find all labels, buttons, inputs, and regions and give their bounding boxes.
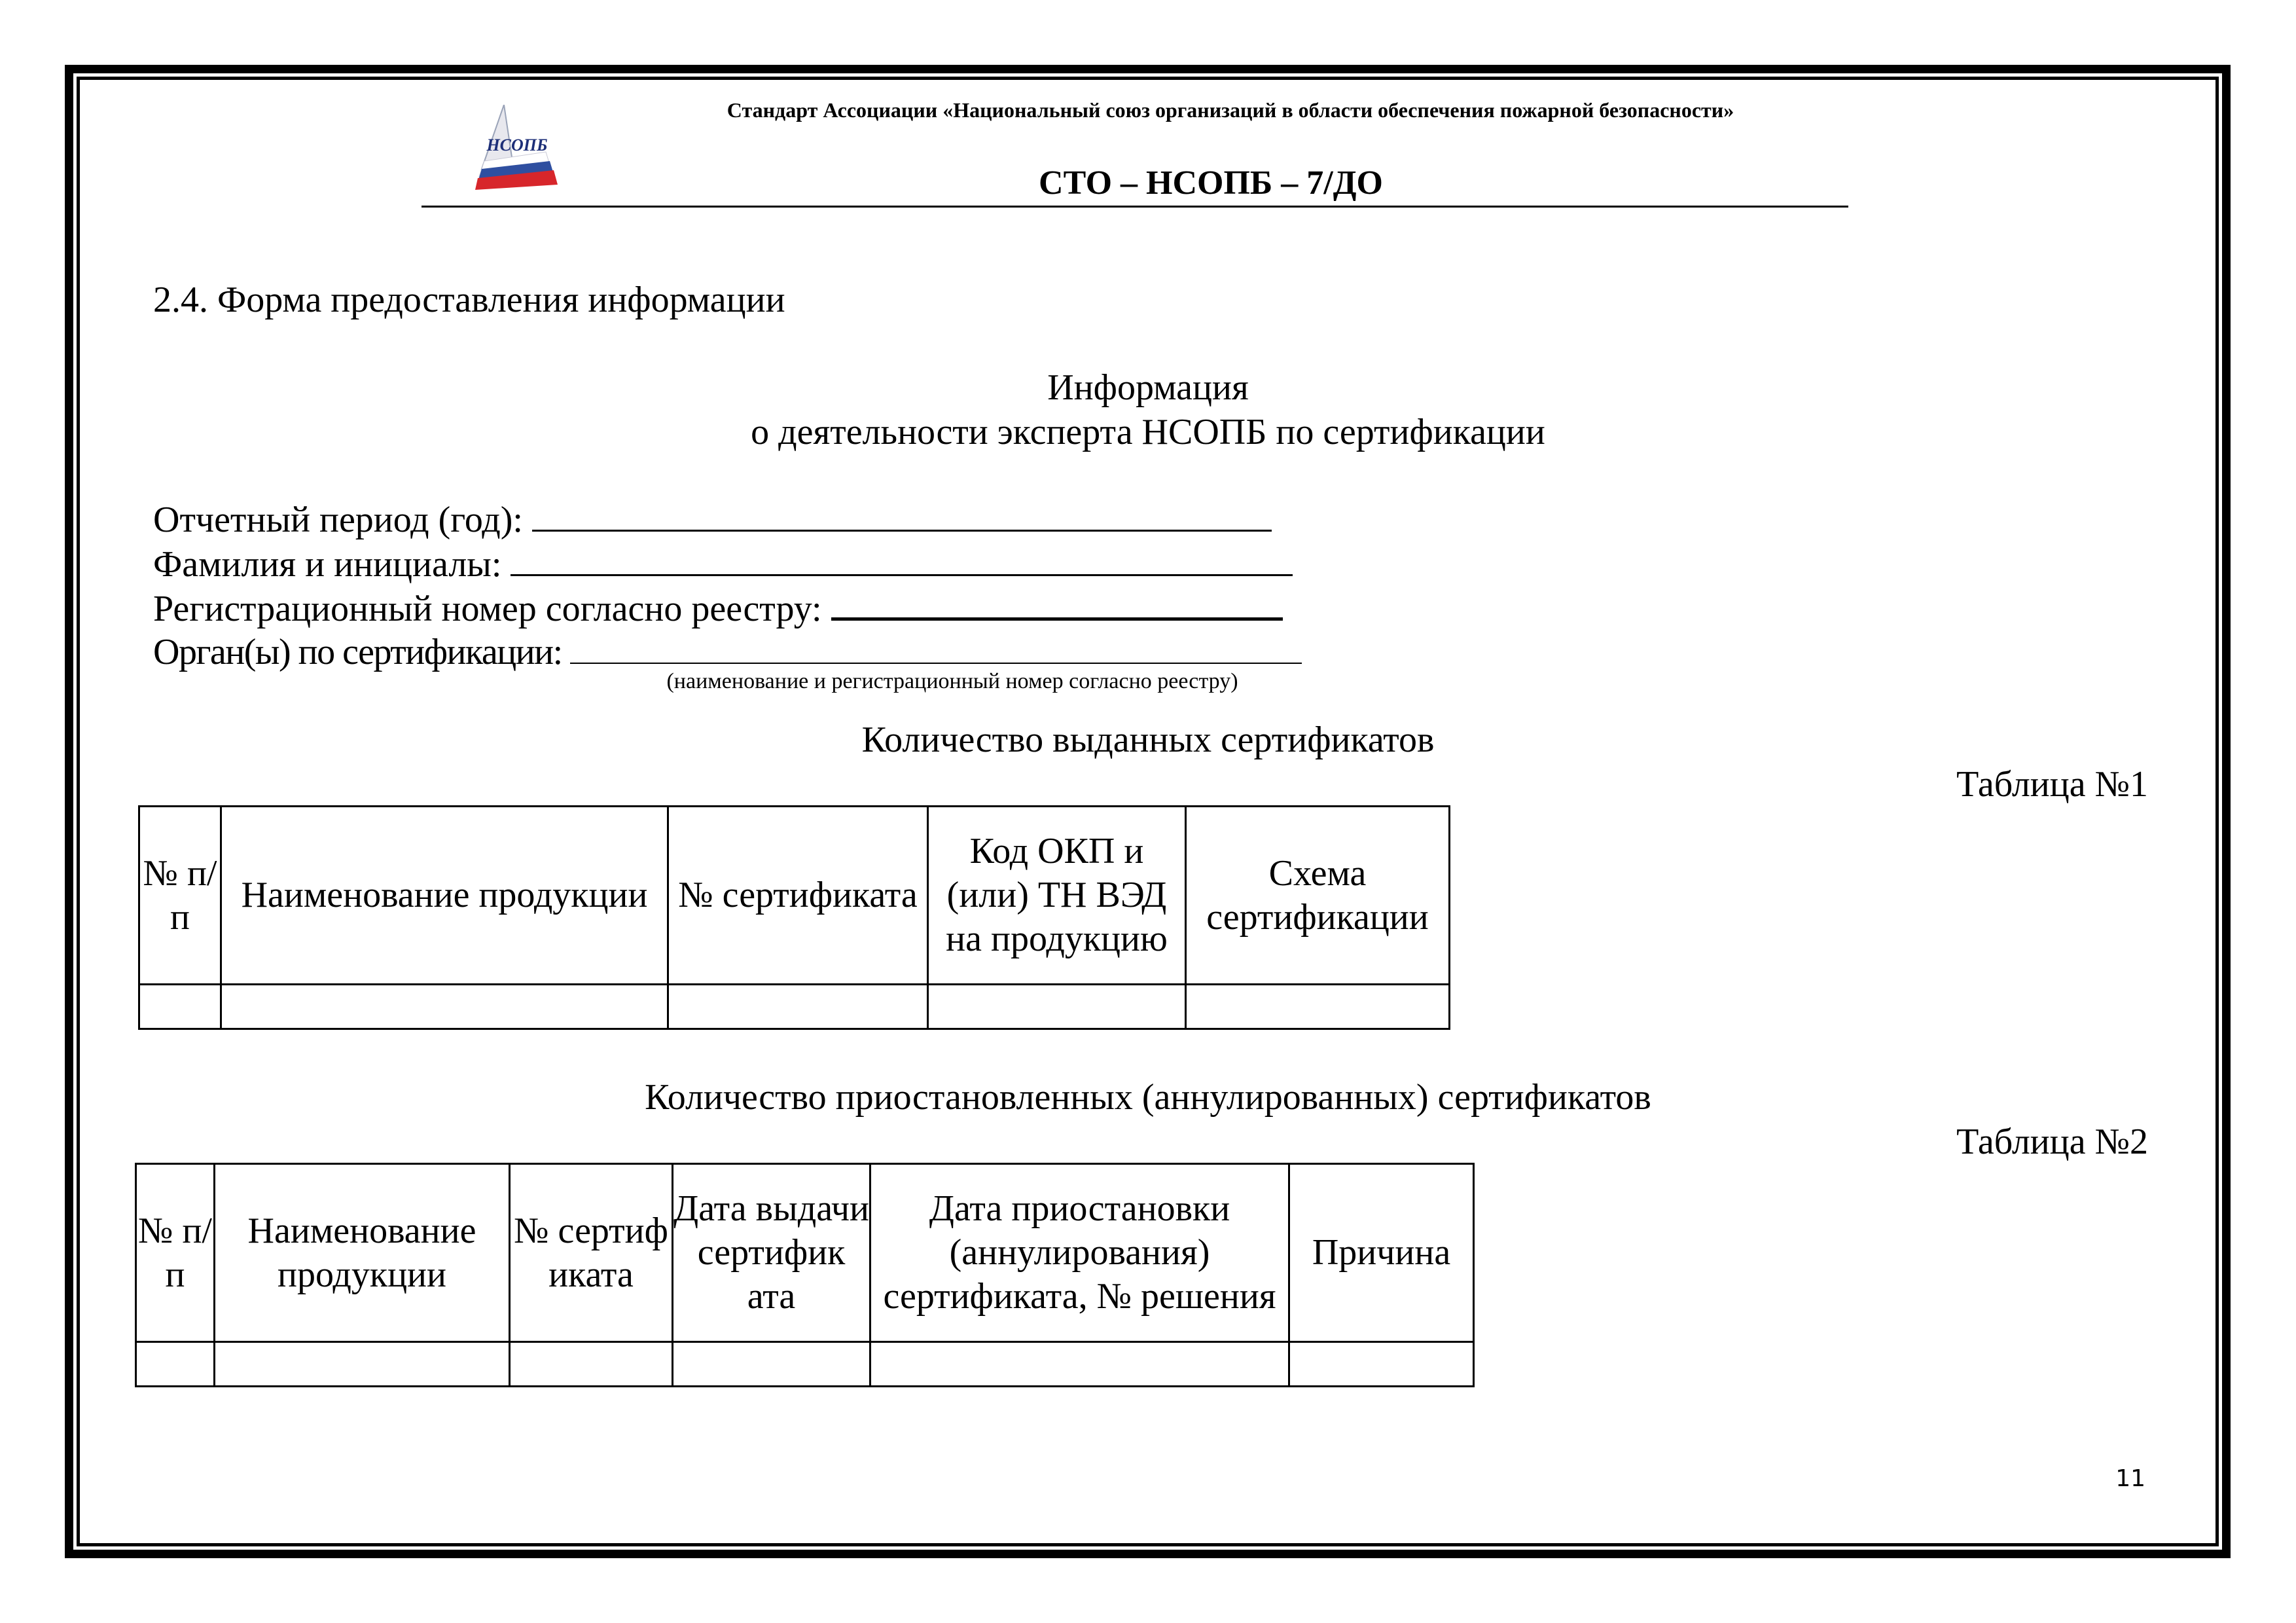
header-cell: № п/п [136, 1164, 215, 1342]
table-cell[interactable] [928, 985, 1186, 1029]
section-title: 2.4. Форма предоставления информации [153, 280, 785, 320]
header-cell: № п/п [139, 807, 221, 985]
table-cell[interactable] [1186, 985, 1450, 1029]
table-cell[interactable] [221, 985, 668, 1029]
logo-text: НСОПБ [486, 136, 548, 155]
table2-heading: Количество приостановленных (аннулированных) сертификатов [645, 1077, 1651, 1118]
document-code: СТО – НСОПБ – 7/ДО [1039, 164, 1383, 202]
field-label-cert-body: Орган(ы) по сертификации: [153, 632, 571, 672]
header-cell: Наименование продукции [215, 1164, 510, 1342]
header-cell: Наименование продукции [221, 807, 668, 985]
field-label-reg: Регистрационный номер согласно реестру: [153, 589, 831, 629]
info-title: Информация [1047, 367, 1249, 408]
table-suspended-certificates [135, 1163, 1475, 1387]
field-full-name [153, 542, 1293, 587]
table1-heading: Количество выданных сертификатов [861, 720, 1435, 760]
field-hint-cert-body: (наименование и регистрационный номер согласно реестру) [666, 669, 1238, 693]
table-row [139, 985, 1450, 1029]
header-cell: № сертификата [668, 807, 928, 985]
table-cell[interactable] [668, 985, 928, 1029]
header-cell: Дата приостановки (аннулирования) сертификата, № решения [870, 1164, 1289, 1342]
header-cell: Причина [1289, 1164, 1474, 1342]
table-header-row [139, 807, 1450, 985]
field-label-name: Фамилия и инициалы: [153, 544, 511, 585]
table1-label: Таблица №1 [1956, 764, 2148, 805]
table-row [136, 1342, 1474, 1387]
field-reporting-period [153, 498, 1272, 542]
table-cell[interactable] [136, 1342, 215, 1387]
table2-label: Таблица №2 [1956, 1122, 2148, 1162]
field-label-period: Отчетный период (год): [153, 500, 532, 540]
field-registration-number [153, 587, 1283, 631]
info-subtitle: о деятельности эксперта НСОПБ по сертификации [751, 412, 1545, 452]
field-line-reg[interactable] [831, 589, 1283, 621]
field-line-period[interactable] [532, 501, 1272, 532]
field-line-cert-body[interactable] [570, 634, 1302, 664]
header-rule [422, 206, 1848, 208]
table-header-row [136, 1164, 1474, 1342]
table-cell[interactable] [673, 1342, 870, 1387]
header-cell: Код ОКП и (или) ТН ВЭД на продукцию [928, 807, 1186, 985]
nsopb-logo [473, 105, 562, 190]
header-cell: Схема сертификации [1186, 807, 1450, 985]
table-cell[interactable] [139, 985, 221, 1029]
table-issued-certificates [138, 805, 1450, 1030]
table-cell[interactable] [215, 1342, 510, 1387]
header-cell: № сертиф иката [510, 1164, 673, 1342]
page-number: 11 [2115, 1465, 2145, 1492]
org-standard-line: Стандарт Ассоциации «Национальный союз организаций в области обеспечения пожарной безопасности» [726, 98, 1734, 122]
table-cell[interactable] [510, 1342, 673, 1387]
field-line-name[interactable] [511, 545, 1293, 576]
table-cell[interactable] [1289, 1342, 1474, 1387]
header-cell: Дата выдачи сертифик ата [673, 1164, 870, 1342]
table-cell[interactable] [870, 1342, 1289, 1387]
field-certification-body [153, 630, 1302, 674]
